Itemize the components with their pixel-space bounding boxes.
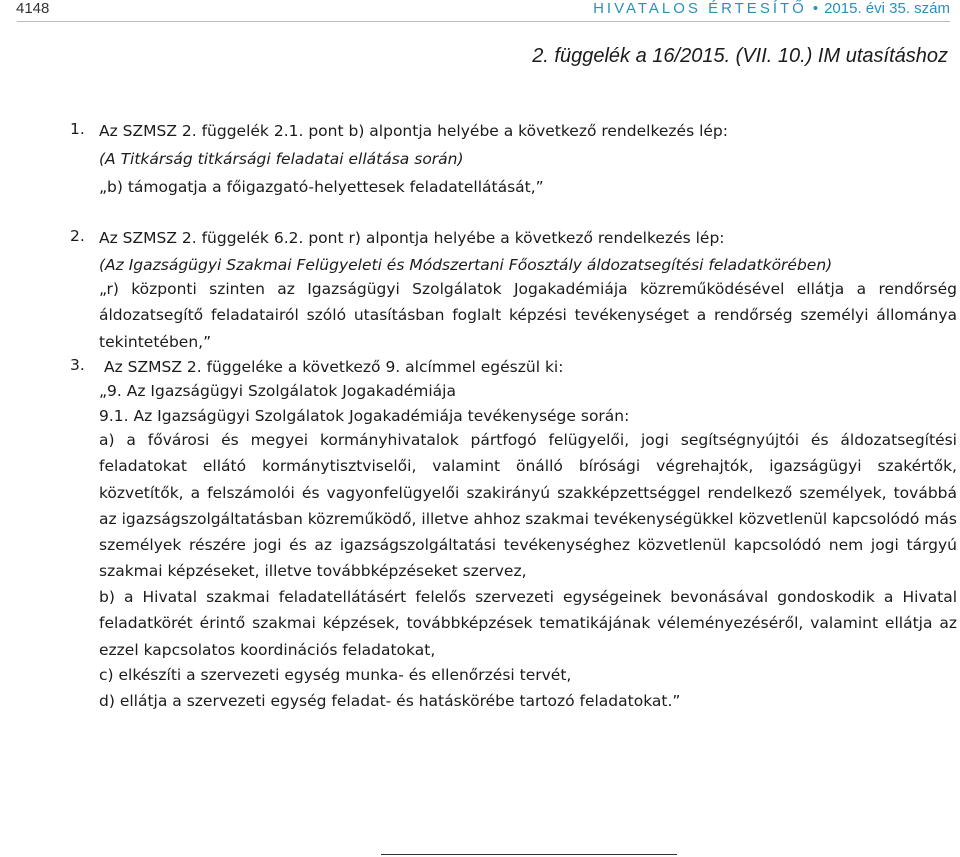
amendment-intro: Az SZMSZ 2. függelék 2.1. pont b) alpontja helyébe a következő rendelkezés lép:: [99, 122, 728, 140]
amendment-intro: Az SZMSZ 2. függeléke a következő 9. alcímmel egészül ki:: [104, 358, 564, 376]
issue-label: 2015. évi 35. szám: [824, 0, 950, 17]
amendment-text: „b) támogatja a főigazgató-helyettesek feladatellátását,”: [99, 178, 544, 196]
amendment-context: (A Titkárság titkársági feladatai ellátása során): [99, 150, 464, 168]
point-c: c) elkészíti a szervezeti egység munka- és ellenőrzési tervét,: [99, 666, 572, 684]
header-bullet: •: [812, 0, 819, 17]
amendment-text: „r) központi szinten az Igazságügyi Szolgálatok Jogakadémiája közreműködésével ellátja a rendőrség áldozatsegítő feladatairól szóló utasításban foglalt képzési tevékenységet a rendőrség személyi állománya tekintetében,”: [99, 280, 957, 351]
amendment-context: (Az Igazságügyi Szakmai Felügyeleti és Módszertani Főosztály áldozatsegítési feladatkörében): [99, 256, 833, 274]
header-divider: [17, 21, 950, 22]
point-d: d) ellátja a szervezeti egység feladat- és hatáskörébe tartozó feladatokat.”: [99, 692, 681, 710]
appendix-title: 2. függelék a 16/2015. (VII. 10.) IM utasításhoz: [532, 45, 948, 67]
item-number: 1.: [70, 120, 85, 138]
item-number: 3.: [70, 356, 85, 374]
publication-name: HIVATALOS ÉRTESÍTŐ: [593, 0, 807, 17]
point-b: b) a Hivatal szakmai feladatellátásért felelős szervezeti egységeinek bevonásával gondoskodik a Hivatal feladatkörét érintő szakmai képzések, továbbképzések tematikájának véleményezéséről, valamint ellátja az ezzel kapcsolatos koordinációs feladatokat,: [99, 588, 957, 659]
page-number: 4148: [16, 0, 50, 17]
section-heading: „9. Az Igazságügyi Szolgálatok Jogakadémiája: [99, 382, 456, 400]
item-number: 2.: [70, 227, 85, 245]
section-subheading: 9.1. Az Igazságügyi Szolgálatok Jogakadémiája tevékenysége során:: [99, 407, 630, 425]
footer-divider: [381, 854, 677, 855]
amendment-intro: Az SZMSZ 2. függelék 6.2. pont r) alpontja helyébe a következő rendelkezés lép:: [99, 229, 725, 247]
running-header: [593, 0, 950, 17]
point-a: a) a fővárosi és megyei kormányhivatalok pártfogó felügyelői, jogi segítségnyújtói és áldozatsegítési feladatokat ellátó kormánytisztviselői, valamint önálló bírósági végrehajtók, igazságügyi szakértők, közvetítők, a felszámolói és vagyonfelügyelői szakirányú szakképzettséggel rendelkező személyek, továbbá az igazságszolgáltatásban közreműködő, illetve ahhoz szakmai tevékenységükkel közvetlenül kapcsolódó más személyek részére jogi és az igazságszolgáltatási tevékenységhez közvetlenül kapcsolódó nem jogi tárgyú szakmai képzéseket, illetve továbbképzéseket szervez,: [99, 431, 957, 581]
